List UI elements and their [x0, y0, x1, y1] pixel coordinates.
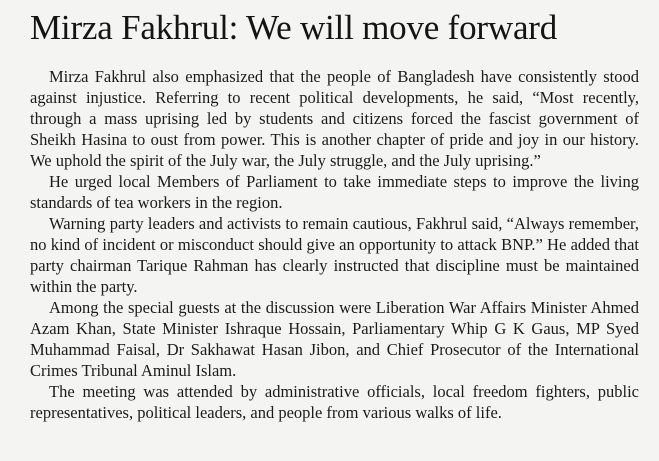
article-paragraph: He urged local Members of Parliament to take immediate steps to improve the living standards of tea workers in the region.	[30, 172, 639, 212]
article-paragraph: Mirza Fakhrul also emphasized that the people of Bangladesh have consistently stood against injustice. Referring to recent political developments, he said, “Most recently, through a mass uprising led by students and citizens forced the fascist government of Sheikh Hasina to oust from power. This is another chapter of pride and joy in our history. We uphold the spirit of the July war, the July struggle, and the July uprising.”	[30, 67, 639, 170]
article-headline: Mirza Fakhrul: We will move forward	[30, 8, 558, 47]
article-paragraph: Among the special guests at the discussion were Liberation War Affairs Minister Ahmed Azam Khan, State Minister Ishraque Hossain, Parliamentary Whip G K Gaus, MP Syed Muhammad Faisal, Dr Sakhawat Hasan Jibon, and Chief Prosecutor of the International Crimes Tribunal Aminul Islam.	[30, 298, 639, 380]
article-body	[30, 66, 639, 423]
article-paragraph: Warning party leaders and activists to remain cautious, Fakhrul said, “Always remember, no kind of incident or misconduct should give an opportunity to attack BNP.” He added that party chairman Tarique Rahman has clearly instructed that discipline must be maintained within the party.	[30, 214, 639, 296]
article-paragraph: The meeting was attended by administrative officials, local freedom fighters, public representatives, political leaders, and people from various walks of life.	[30, 382, 639, 422]
